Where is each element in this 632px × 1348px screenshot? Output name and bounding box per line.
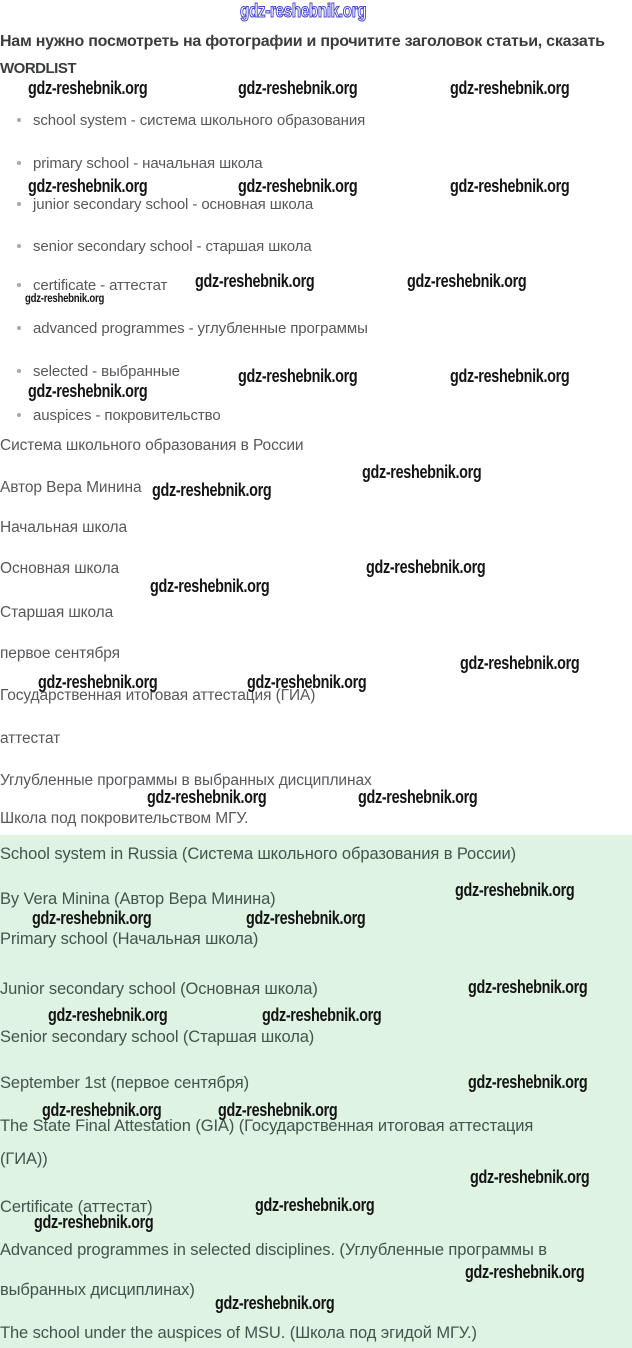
bullet-icon — [17, 369, 21, 373]
task-heading: Нам нужно посмотреть на фотографии и прочитите заголовок статьи, сказать — [0, 33, 605, 50]
watermark: gdz-reshebnik.org — [238, 176, 358, 196]
answer-author: By Vera Minina (Автор Вера Минина) — [0, 890, 276, 908]
wordlist-item-text: auspices - покровительство — [33, 407, 221, 424]
answer-line-continuation: (ГИА)) — [0, 1150, 48, 1168]
wordlist-item-text: primary school - начальная школа — [33, 155, 263, 172]
watermark: gdz-reshebnik.org — [468, 1072, 588, 1092]
article-line: Основная школа — [0, 560, 120, 577]
watermark: gdz-reshebnik.org — [247, 672, 367, 692]
watermark: gdz-reshebnik.org — [262, 1005, 382, 1025]
watermark: gdz-reshebnik.org — [218, 1100, 338, 1120]
wordlist-item — [33, 320, 368, 337]
answer-line: Senior secondary school (Старшая школа) — [0, 1028, 315, 1046]
article-title: Система школьного образования в России — [0, 437, 304, 454]
wordlist-item-text: certificate - аттестат — [33, 277, 168, 294]
answer-line: The school under the auspices of MSU. (Школа под эгидой МГУ.) — [0, 1324, 477, 1342]
wordlist-item-text: junior secondary school - основная школа — [33, 196, 314, 213]
bullet-icon — [17, 244, 21, 248]
article-line: Начальная школа — [0, 519, 128, 536]
article-line: Углубленные программы в выбранных дисциплинах — [0, 772, 372, 789]
answer-line: The State Final Attestation (GIA) (Государственная итоговая аттестация — [0, 1117, 534, 1135]
watermark: gdz-reshebnik.org — [195, 271, 315, 291]
wordlist-item — [33, 155, 262, 172]
watermark: gdz-reshebnik.org — [38, 672, 158, 692]
watermark: gdz-reshebnik.org — [28, 381, 148, 401]
watermark: gdz-reshebnik.org — [238, 366, 358, 386]
wordlist-heading: WORDLIST — [0, 60, 76, 77]
watermark: gdz-reshebnik.org — [25, 291, 105, 305]
answer-title: School system in Russia (Система школьного образования в России) — [0, 845, 517, 863]
watermark: gdz-reshebnik.org — [48, 1005, 168, 1025]
watermark: gdz-reshebnik.org — [470, 1167, 590, 1187]
article-author: Автор Вера Минина — [0, 479, 142, 496]
watermark: gdz-reshebnik.org — [32, 908, 152, 928]
watermark: gdz-reshebnik.org — [358, 787, 478, 807]
watermark: gdz-reshebnik.org — [450, 176, 570, 196]
article-line: первое сентября — [0, 645, 120, 662]
wordlist-item — [33, 112, 365, 129]
bullet-icon — [17, 283, 21, 287]
watermark: gdz-reshebnik.org — [465, 1262, 585, 1282]
article-line: Школа под покровительством МГУ. — [0, 810, 249, 827]
watermark: gdz-reshebnik.org — [215, 1293, 335, 1313]
watermark: gdz-reshebnik.org — [42, 1100, 162, 1120]
wordlist-item — [33, 196, 313, 213]
answer-line: September 1st (первое сентября) — [0, 1074, 249, 1092]
watermark: gdz-reshebnik.org — [34, 1212, 154, 1232]
watermark: gdz-reshebnik.org — [238, 78, 358, 98]
article-line: Государственная итоговая аттестация (ГИА) — [0, 687, 316, 704]
wordlist-item — [33, 407, 221, 424]
watermark: gdz-reshebnik.org — [407, 271, 527, 291]
watermark: gdz-reshebnik.org — [28, 78, 148, 98]
watermark: gdz-reshebnik.org — [366, 557, 486, 577]
watermark: gdz-reshebnik.org — [450, 78, 570, 98]
bullet-icon — [17, 326, 21, 330]
answer-line: Primary school (Начальная школа) — [0, 930, 259, 948]
watermark: gdz-reshebnik.org — [362, 462, 482, 482]
bullet-icon — [17, 413, 21, 417]
watermark: gdz-reshebnik.org — [455, 880, 575, 900]
watermark: gdz-reshebnik.org — [147, 787, 267, 807]
answer-line: Advanced programmes in selected disciplines. (Углубленные программы в — [0, 1241, 547, 1259]
watermark: gdz-reshebnik.org — [460, 653, 580, 673]
wordlist-item — [33, 238, 312, 255]
watermark: gdz-reshebnik.org — [28, 176, 148, 196]
answer-line: Junior secondary school (Основная школа) — [0, 980, 318, 998]
answer-line: Certificate (аттестат) — [0, 1198, 153, 1216]
watermark: gdz-reshebnik.org — [468, 977, 588, 997]
wordlist-item-text: selected - выбранные — [33, 363, 180, 380]
watermark: gdz-reshebnik.org — [152, 480, 272, 500]
article-line: аттестат — [0, 730, 61, 747]
watermark: gdz-reshebnik.org — [246, 908, 366, 928]
watermark: gdz-reshebnik.org — [255, 1195, 375, 1215]
answer-line-continuation: выбранных дисциплинах) — [0, 1281, 195, 1299]
bullet-icon — [17, 161, 21, 165]
wordlist-item-text: senior secondary school - старшая школа — [33, 238, 312, 255]
bullet-icon — [17, 202, 21, 206]
wordlist-item-text: school system - система школьного образования — [33, 112, 366, 129]
wordlist-item — [33, 363, 180, 380]
watermark: gdz-reshebnik.org — [150, 576, 270, 596]
wordlist-item-text: advanced programmes - углубленные программы — [33, 320, 368, 337]
bullet-icon — [17, 118, 21, 122]
watermark-logo: gdz-reshebnik.org — [240, 1, 367, 22]
article-line: Старшая школа — [0, 604, 114, 621]
watermark: gdz-reshebnik.org — [450, 366, 570, 386]
